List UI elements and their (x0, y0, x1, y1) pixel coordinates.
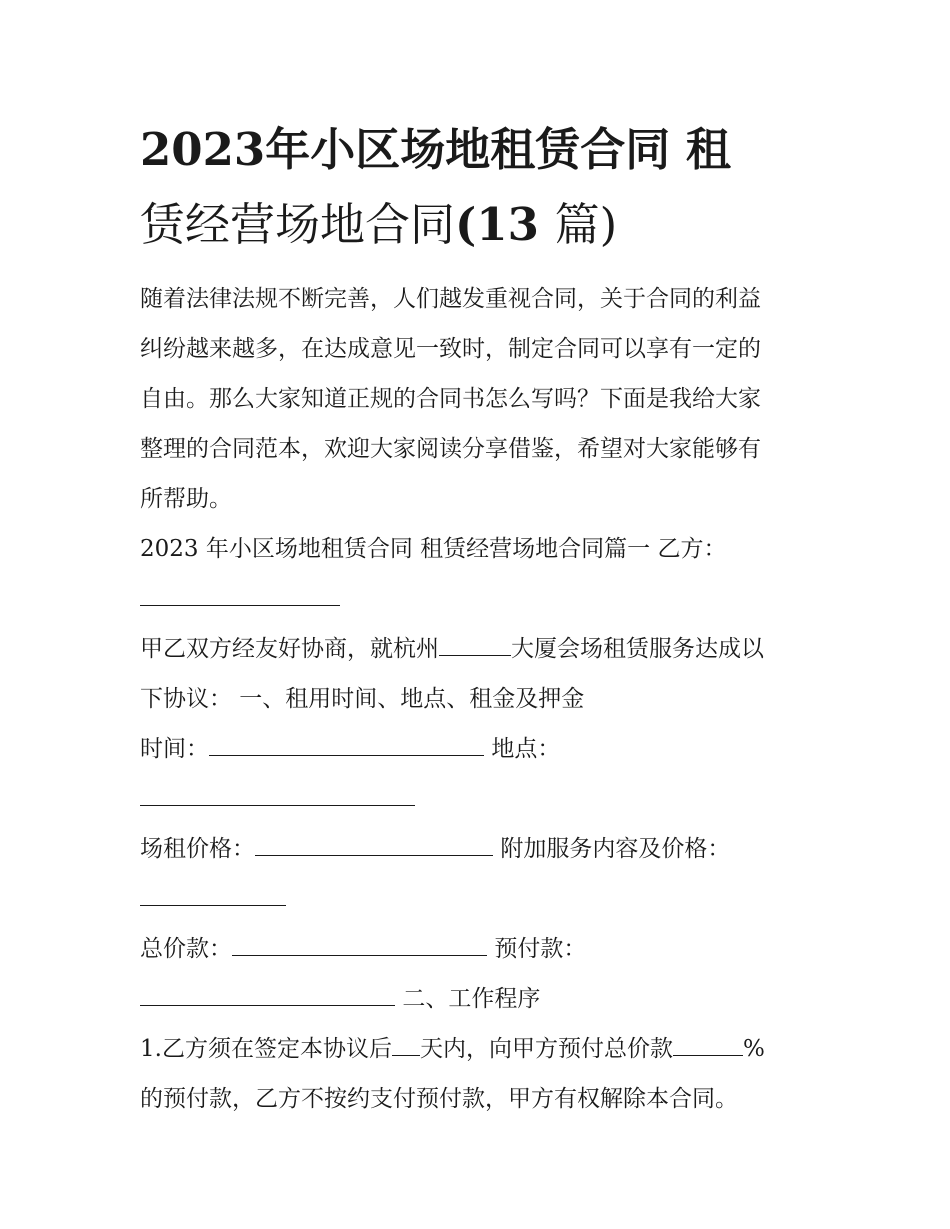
title-line-2: 赁经营场地合同(13 篇) (140, 198, 618, 251)
agreement-line-2: 下协议： 一、租用时间、地点、租金及押金 (140, 686, 585, 712)
time-place-line: 时间： 地点： (140, 724, 812, 774)
procedure-line: 二、工作程序 (140, 974, 812, 1024)
intro-paragraph: 随着法律法规不断完善，人们越发重视合同，关于合同的利益 纠纷越来越多，在达成意见一致时，制定合同可以享有一定的 自由。那么大家知道正规的合同书怎么写吗？下面是我给大家 整理的合同范本，欢迎大家阅读分享借鉴，希望对大家能够有 所帮助。 (140, 286, 761, 512)
agreement-line-1: 甲乙双方经友好协商，就杭州 大厦会场租赁服务达成以 (140, 624, 812, 674)
document-page (140, 112, 812, 1124)
document-title (140, 112, 812, 262)
total-line: 总价款： 预付款： (140, 924, 812, 974)
clause-1-line-2: 的预付款，乙方不按约支付预付款，甲方有权解除本合同。 (140, 1086, 738, 1112)
contract-body (140, 524, 812, 1124)
title-line-1: 2023年小区场地租赁合同 租 (140, 123, 731, 176)
clause-1-line-1: 1.乙方须在签定本协议后 天内，向甲方预付总价款 % (140, 1024, 812, 1074)
party-b-blank-line (140, 574, 812, 624)
rent-line: 场租价格： 附加服务内容及价格： (140, 824, 812, 874)
section-heading: 2023 年小区场地租赁合同 租赁经营场地合同篇一 乙方： (140, 536, 727, 562)
place-blank-line (140, 774, 812, 824)
extra-blank-line (140, 874, 812, 924)
